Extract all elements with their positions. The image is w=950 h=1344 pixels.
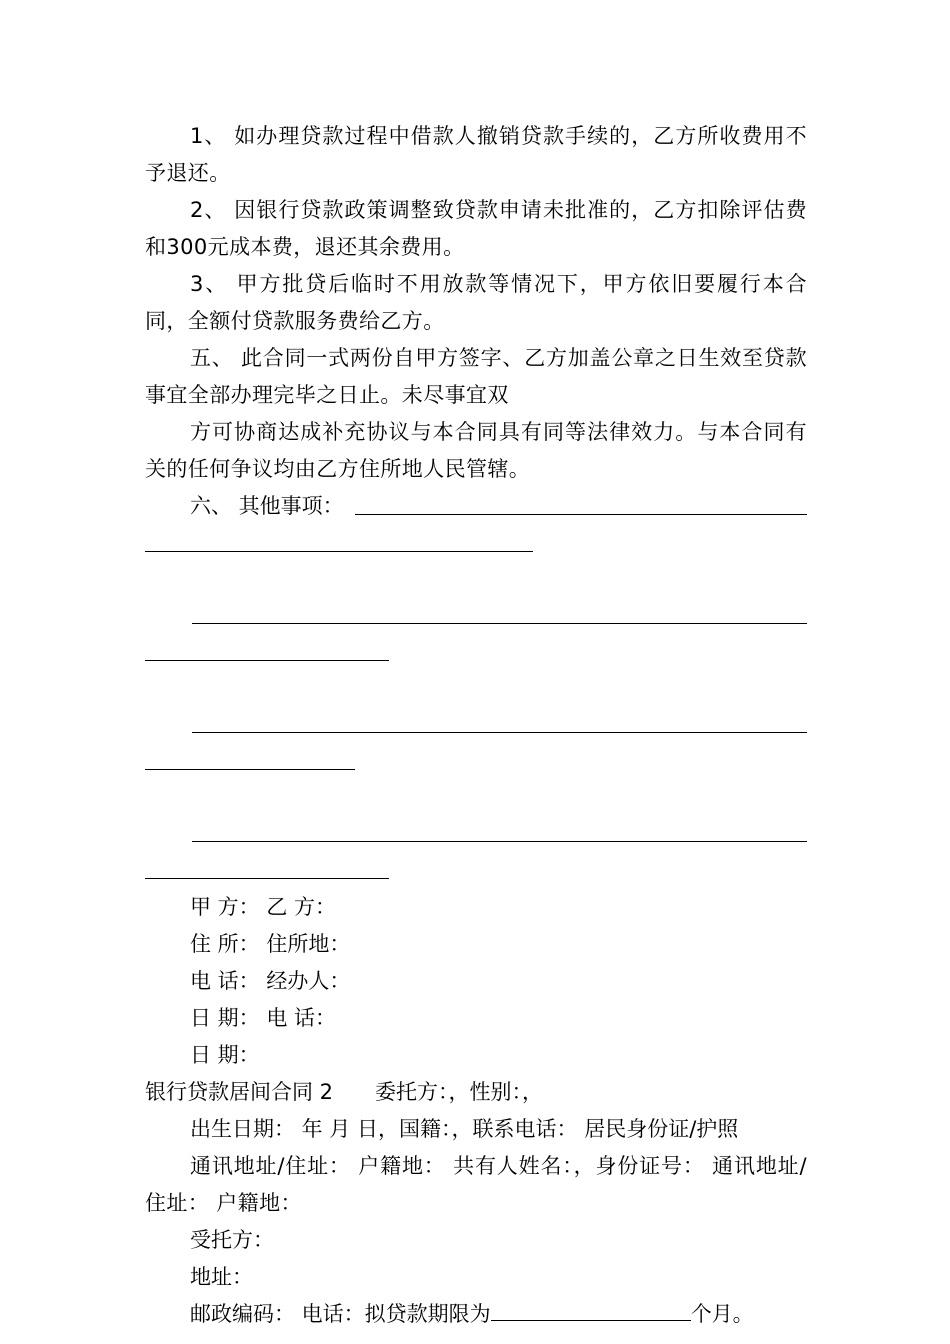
blank-line bbox=[192, 841, 807, 842]
blank-row bbox=[145, 525, 807, 562]
blank-row bbox=[145, 815, 807, 852]
blank-row bbox=[145, 706, 807, 743]
signature-date-row-2: 日 期： bbox=[190, 1043, 260, 1067]
clause-five: 五、 此合同一式两份自甲方签字、乙方加盖公章之日生效至贷款事宜全部办理完毕之日止。未尽事宜双 bbox=[145, 346, 807, 407]
clause-3: 3、 甲方批贷后临时不用放款等情况下，甲方依旧要履行本合同，全额付贷款服务费给乙方。 bbox=[145, 272, 807, 333]
trustee-address-row: 地址： bbox=[190, 1265, 253, 1289]
blank-row bbox=[145, 634, 807, 671]
blank-line bbox=[145, 660, 389, 661]
clause-five-continued: 方可协商达成补充协议与本合同具有同等法律效力。与本合同有关的任何争议均由乙方住所地人民管辖。 bbox=[145, 420, 807, 481]
blank-line bbox=[355, 514, 807, 515]
postal-phone-label: 邮政编码： 电话：拟贷款期限为 bbox=[190, 1302, 491, 1326]
blank-line bbox=[192, 732, 807, 733]
blank-line bbox=[145, 878, 389, 879]
other-matters-row bbox=[145, 488, 807, 525]
client-birth-row: 出生日期： 年 月 日，国籍：，联系电话： 居民身份证/护照 bbox=[190, 1117, 739, 1141]
blank-row bbox=[145, 597, 807, 634]
document-body bbox=[145, 118, 807, 1333]
other-matters-label: 六、 其他事项： bbox=[190, 494, 344, 518]
trustee-row: 受托方： bbox=[190, 1228, 274, 1252]
blank-line bbox=[145, 551, 533, 552]
blank-line bbox=[145, 769, 355, 770]
client-address-row: 通讯地址/住址： 户籍地： 共有人姓名：，身份证号： 通讯地址/住址： 户籍地： bbox=[145, 1154, 807, 1215]
signature-party-row: 甲 方： 乙 方： bbox=[190, 895, 337, 919]
clause-2: 2、 因银行贷款政策调整致贷款申请未批准的，乙方扣除评估费和300元成本费，退还其余费用。 bbox=[145, 198, 807, 259]
blank-row bbox=[145, 743, 807, 780]
signature-address-row: 住 所： 住所地： bbox=[190, 932, 351, 956]
signature-phone-row: 电 话： 经办人： bbox=[190, 969, 351, 993]
months-label: 个月。 bbox=[690, 1302, 754, 1326]
contract-2-title: 银行贷款居间合同 2 委托方：，性别：， bbox=[145, 1080, 544, 1104]
clause-1: 1、 如办理贷款过程中借款人撤销贷款手续的，乙方所收费用不予退还。 bbox=[145, 124, 807, 185]
blank-row bbox=[145, 852, 807, 889]
loan-term-blank bbox=[491, 1319, 691, 1321]
signature-date-row: 日 期： 电 话： bbox=[190, 1006, 337, 1030]
postal-phone-row bbox=[145, 1296, 807, 1333]
blank-line bbox=[192, 623, 807, 624]
